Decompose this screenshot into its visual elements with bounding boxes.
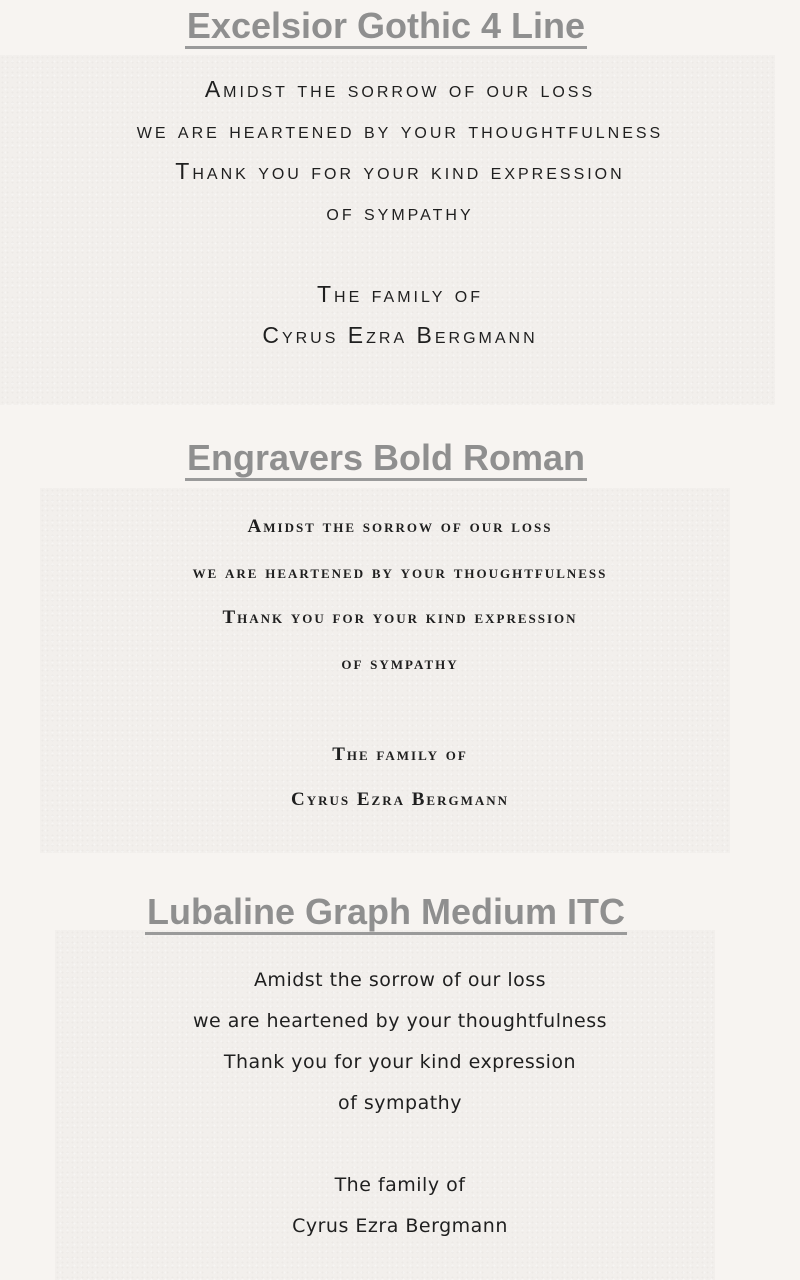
signoff-line: The family of (332, 743, 468, 765)
verse-line: we are heartened by your thoughtfulness (136, 117, 664, 143)
verse-sample-1 (0, 69, 772, 356)
font-heading-lubaline[interactable] (0, 892, 772, 932)
verse-sample-2 (0, 504, 772, 823)
font-heading-link[interactable]: Excelsior Gothic 4 Line (185, 5, 587, 49)
verse-sample-3 (0, 960, 772, 1247)
font-heading-engravers[interactable] (0, 438, 772, 478)
verse-line: Thank you for your kind expression (222, 607, 578, 628)
verse-spacer (0, 233, 772, 274)
signoff-line: The family of (317, 281, 483, 307)
font-heading-link[interactable]: Lubaline Graph Medium ITC (145, 891, 627, 935)
verse-line: we are heartened by your thoughtfulness (192, 1010, 608, 1032)
verse-line: of sympathy (326, 199, 474, 225)
verse-line: we are heartened by your thoughtfulness (192, 561, 608, 583)
verse-line: of sympathy (338, 1092, 462, 1114)
signoff-line: The family of (334, 1174, 466, 1196)
verse-line: of sympathy (341, 652, 459, 674)
verse-spacer (0, 686, 772, 732)
signoff-name: Cyrus Ezra Bergmann (292, 1215, 508, 1237)
signoff-name: Cyrus Ezra Bergmann (262, 322, 538, 348)
font-heading-excelsior[interactable] (0, 6, 772, 46)
verse-line: Amidst the sorrow of our loss (253, 969, 547, 991)
font-heading-link[interactable]: Engravers Bold Roman (185, 437, 587, 481)
verse-spacer (0, 1124, 772, 1165)
verse-line: Thank you for your kind expression (175, 158, 625, 184)
signoff-name: Cyrus Ezra Bergmann (290, 789, 509, 810)
verse-line: Amidst the sorrow of our loss (204, 76, 596, 102)
verse-line: Thank you for your kind expression (223, 1051, 577, 1073)
verse-line: Amidst the sorrow of our loss (247, 516, 553, 537)
